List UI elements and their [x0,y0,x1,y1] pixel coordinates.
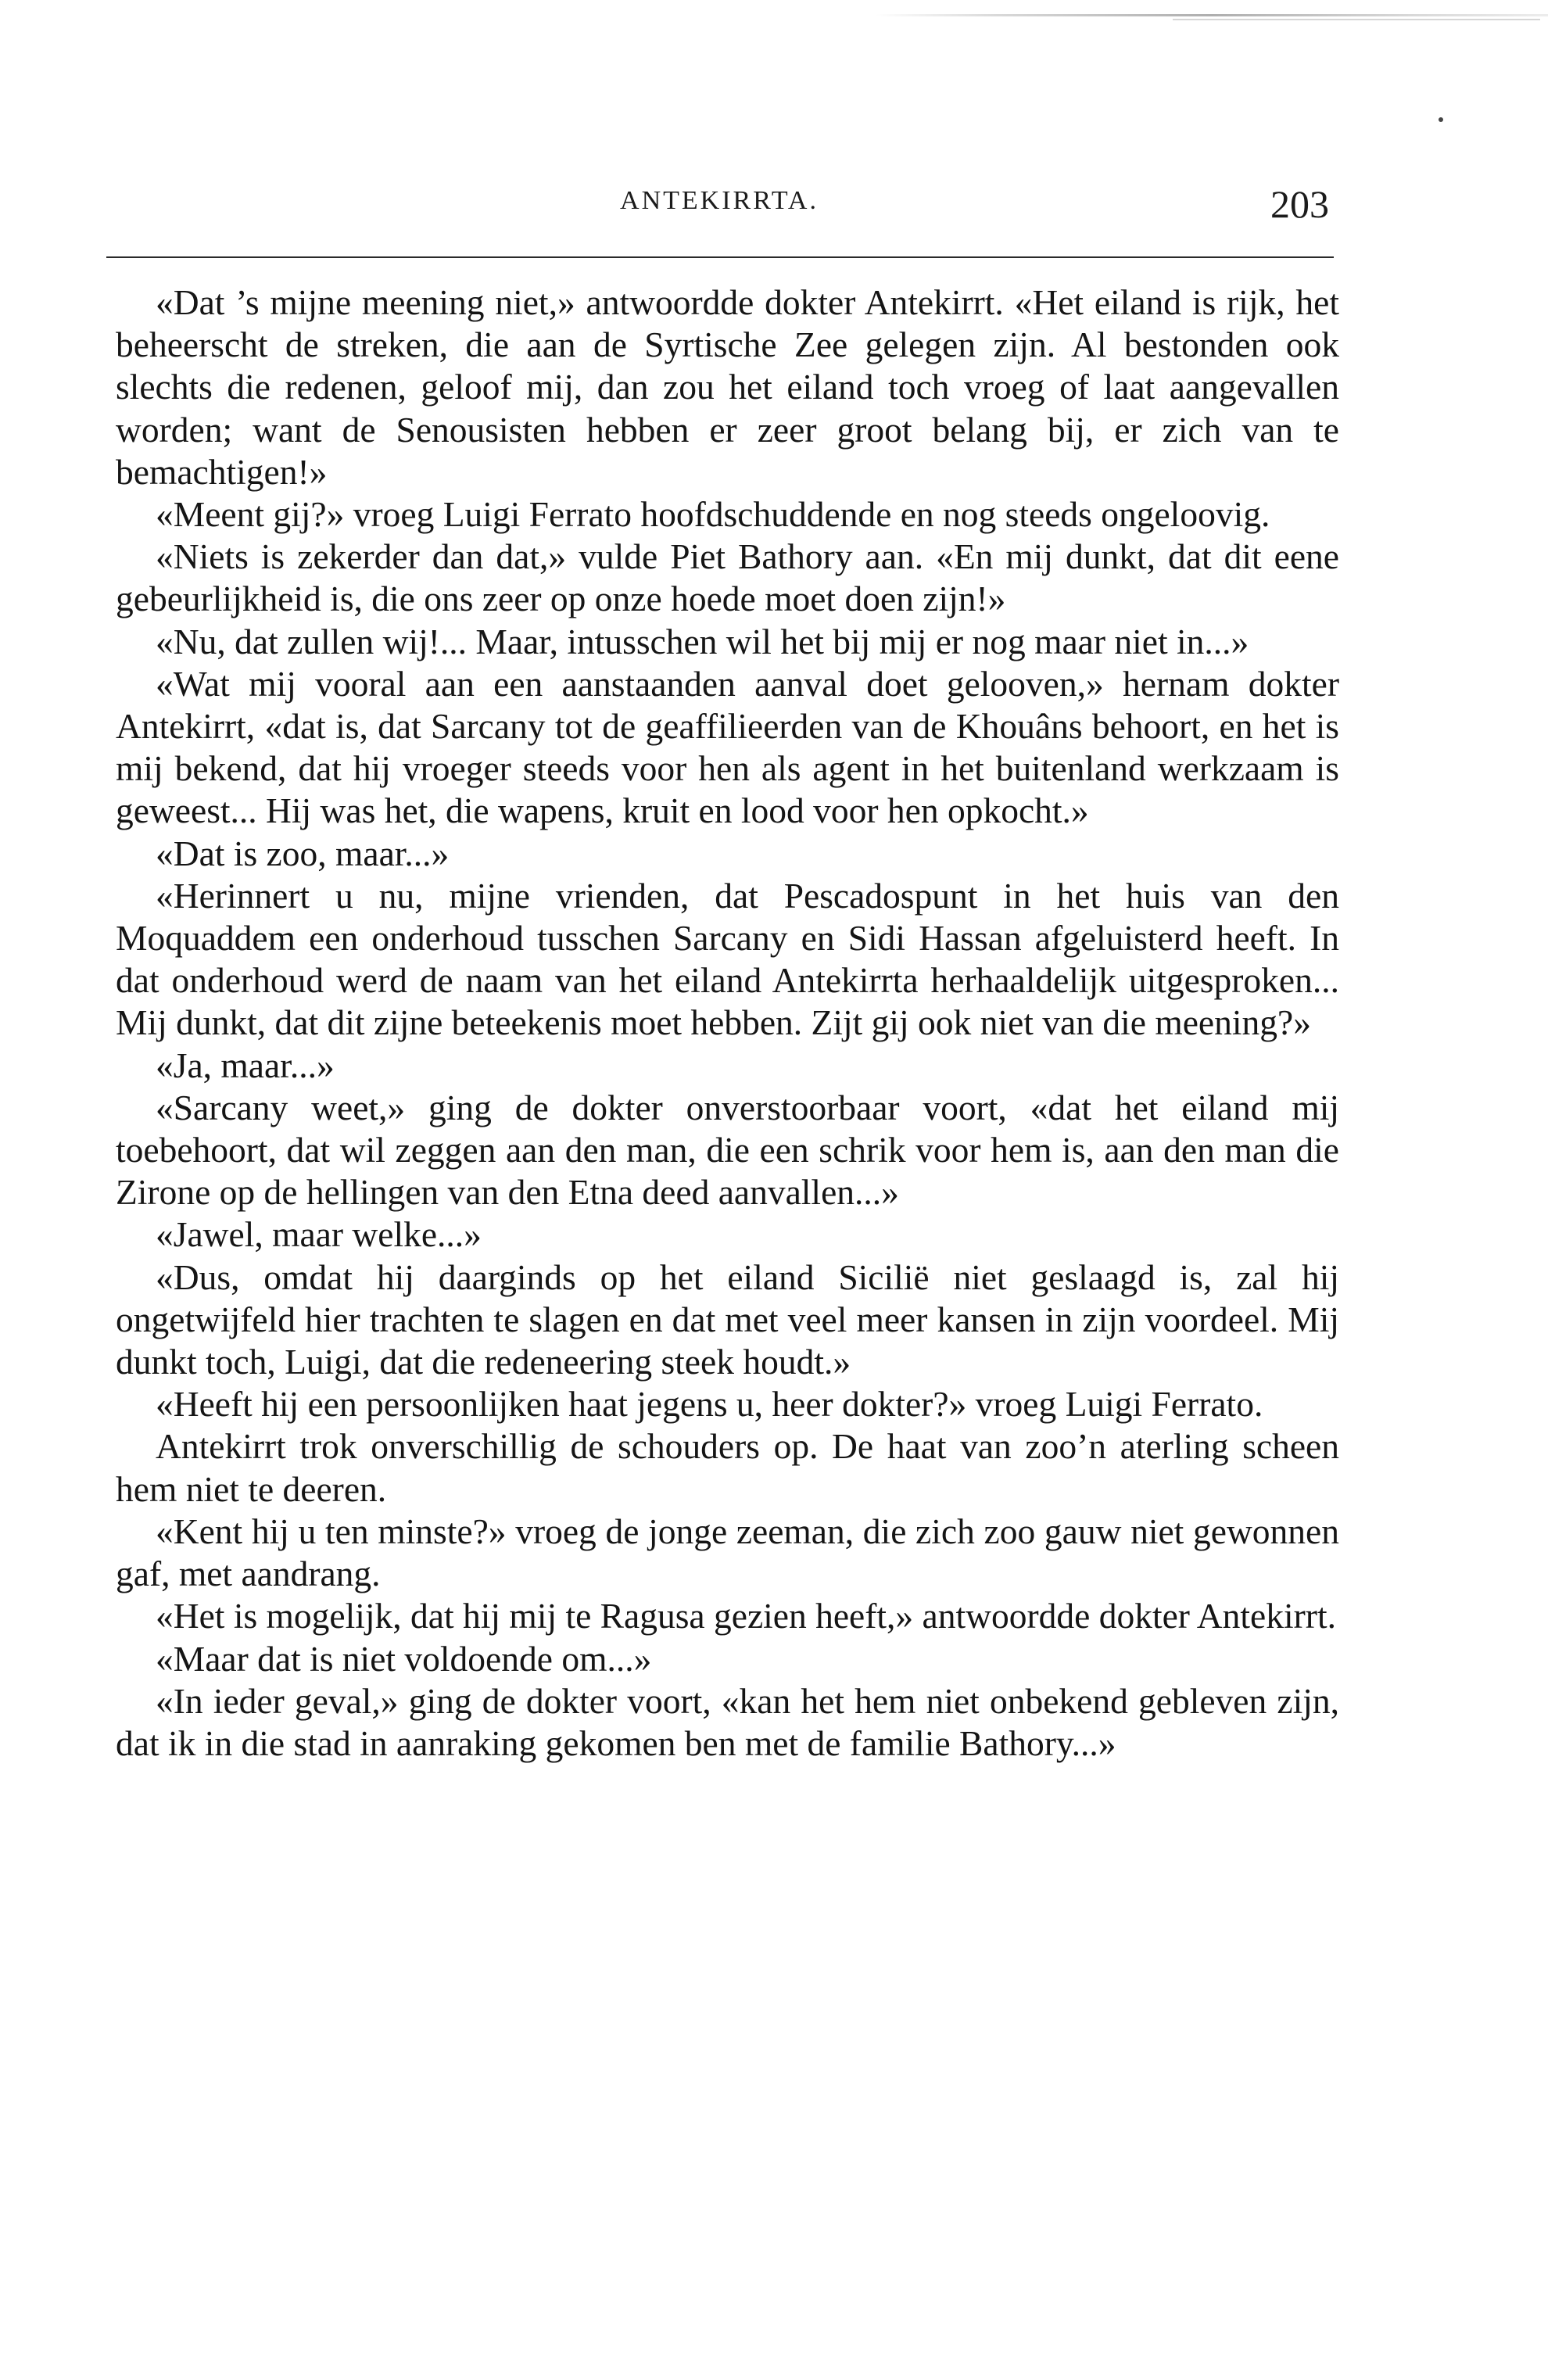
scan-edge-mark [876,14,1548,16]
body-text [116,281,1339,1765]
paragraph: Antekirrt trok onverschillig de schouders op. De haat van zoo’n aterling scheen hem niet te deeren. [116,1426,1339,1509]
scan-edge-mark-secondary [1173,19,1540,20]
paragraph: «Kent hij u ten minste?» vroeg de jonge zeeman, die zich zoo gauw niet gewonnen gaf, met aandrang. [116,1511,1339,1594]
paragraph: «Herinnert u nu, mijne vrienden, dat Pescadospunt in het huis van den Moquaddem een onderhoud tusschen Sarcany en Sidi Hassan afgeluisterd heeft. In dat onderhoud werd de naam van het eiland Antekirrta herhaaldelijk uitgesproken... Mij dunkt, dat dit zijne beteekenis moet hebben. Zijt gij ook niet van die meening?» [116,875,1339,1043]
paragraph: «In ieder geval,» ging de dokter voort, «kan het hem niet onbekend gebleven zijn, dat ik in die stad in aanraking gekomen ben met de familie Bathory...» [116,1680,1339,1763]
paragraph: «Heeft hij een persoonlijken haat jegens u, heer dokter?» vroeg Luigi Ferrato. [156,1384,1263,1425]
paragraph: «Maar dat is niet voldoende om...» [156,1638,652,1679]
header-rule [106,256,1334,258]
paragraph: «Meent gij?» vroeg Luigi Ferrato hoofdschuddende en nog steeds ongeloovig. [156,494,1270,535]
paragraph: «Het is mogelijk, dat hij mij te Ragusa gezien heeft,» antwoordde dokter Antekirrt. [156,1596,1336,1636]
paragraph: «Dat ’s mijne meening niet,» antwoordde dokter Antekirrt. «Het eiland is rijk, het beheerscht de streken, die aan de Syrtische Zee gelegen zijn. Al bestonden ook slechts die redenen, geloof mij, dan zou het eiland toch vroeg of laat aangevallen worden; want de Senousisten hebben er zeer groot belang bij, er zich van te bemachtigen!» [116,282,1339,492]
paragraph: «Dat is zoo, maar...» [156,833,450,873]
running-head [109,182,1329,233]
running-title: ANTEKIRRTA. [620,186,819,215]
page-number: 203 [1270,182,1329,226]
paragraph: «Niets is zekerder dan dat,» vulde Piet Bathory aan. «En mij dunkt, dat dit eene gebeurlijkheid is, die ons zeer op onze hoede moet doen zijn!» [116,536,1339,619]
paragraph: «Sarcany weet,» ging de dokter onverstoorbaar voort, «dat het eiland mij toebehoort, dat wil zeggen aan den man, die een schrik voor hem is, aan den man die Zirone op de hellingen van den Etna deed aanvallen...» [116,1087,1339,1213]
paragraph: «Wat mij vooral aan een aanstaanden aanval doet gelooven,» hernam dokter Antekirrt, «dat is, dat Sarcany tot de geaffilieerden van de Khouâns behoort, en het is mij bekend, dat hij vroeger steeds voor hen als agent in het buitenland werkzaam is geweest... Hij was het, die wapens, kruit en lood voor hen opkocht.» [116,663,1339,831]
paragraph: «Nu, dat zullen wij!... Maar, intusschen wil het bij mij er nog maar niet in...» [156,621,1249,661]
paragraph: «Dus, omdat hij daarginds op het eiland Sicilië niet geslaagd is, zal hij ongetwijfeld hier trachten te slagen en dat met veel meer kansen in zijn voordeel. Mij dunkt toch, Luigi, dat die redeneering steek houdt.» [116,1256,1339,1382]
paragraph: «Jawel, maar welke...» [156,1214,482,1255]
paragraph: «Ja, maar...» [156,1045,335,1085]
scan-speck [1439,117,1443,122]
